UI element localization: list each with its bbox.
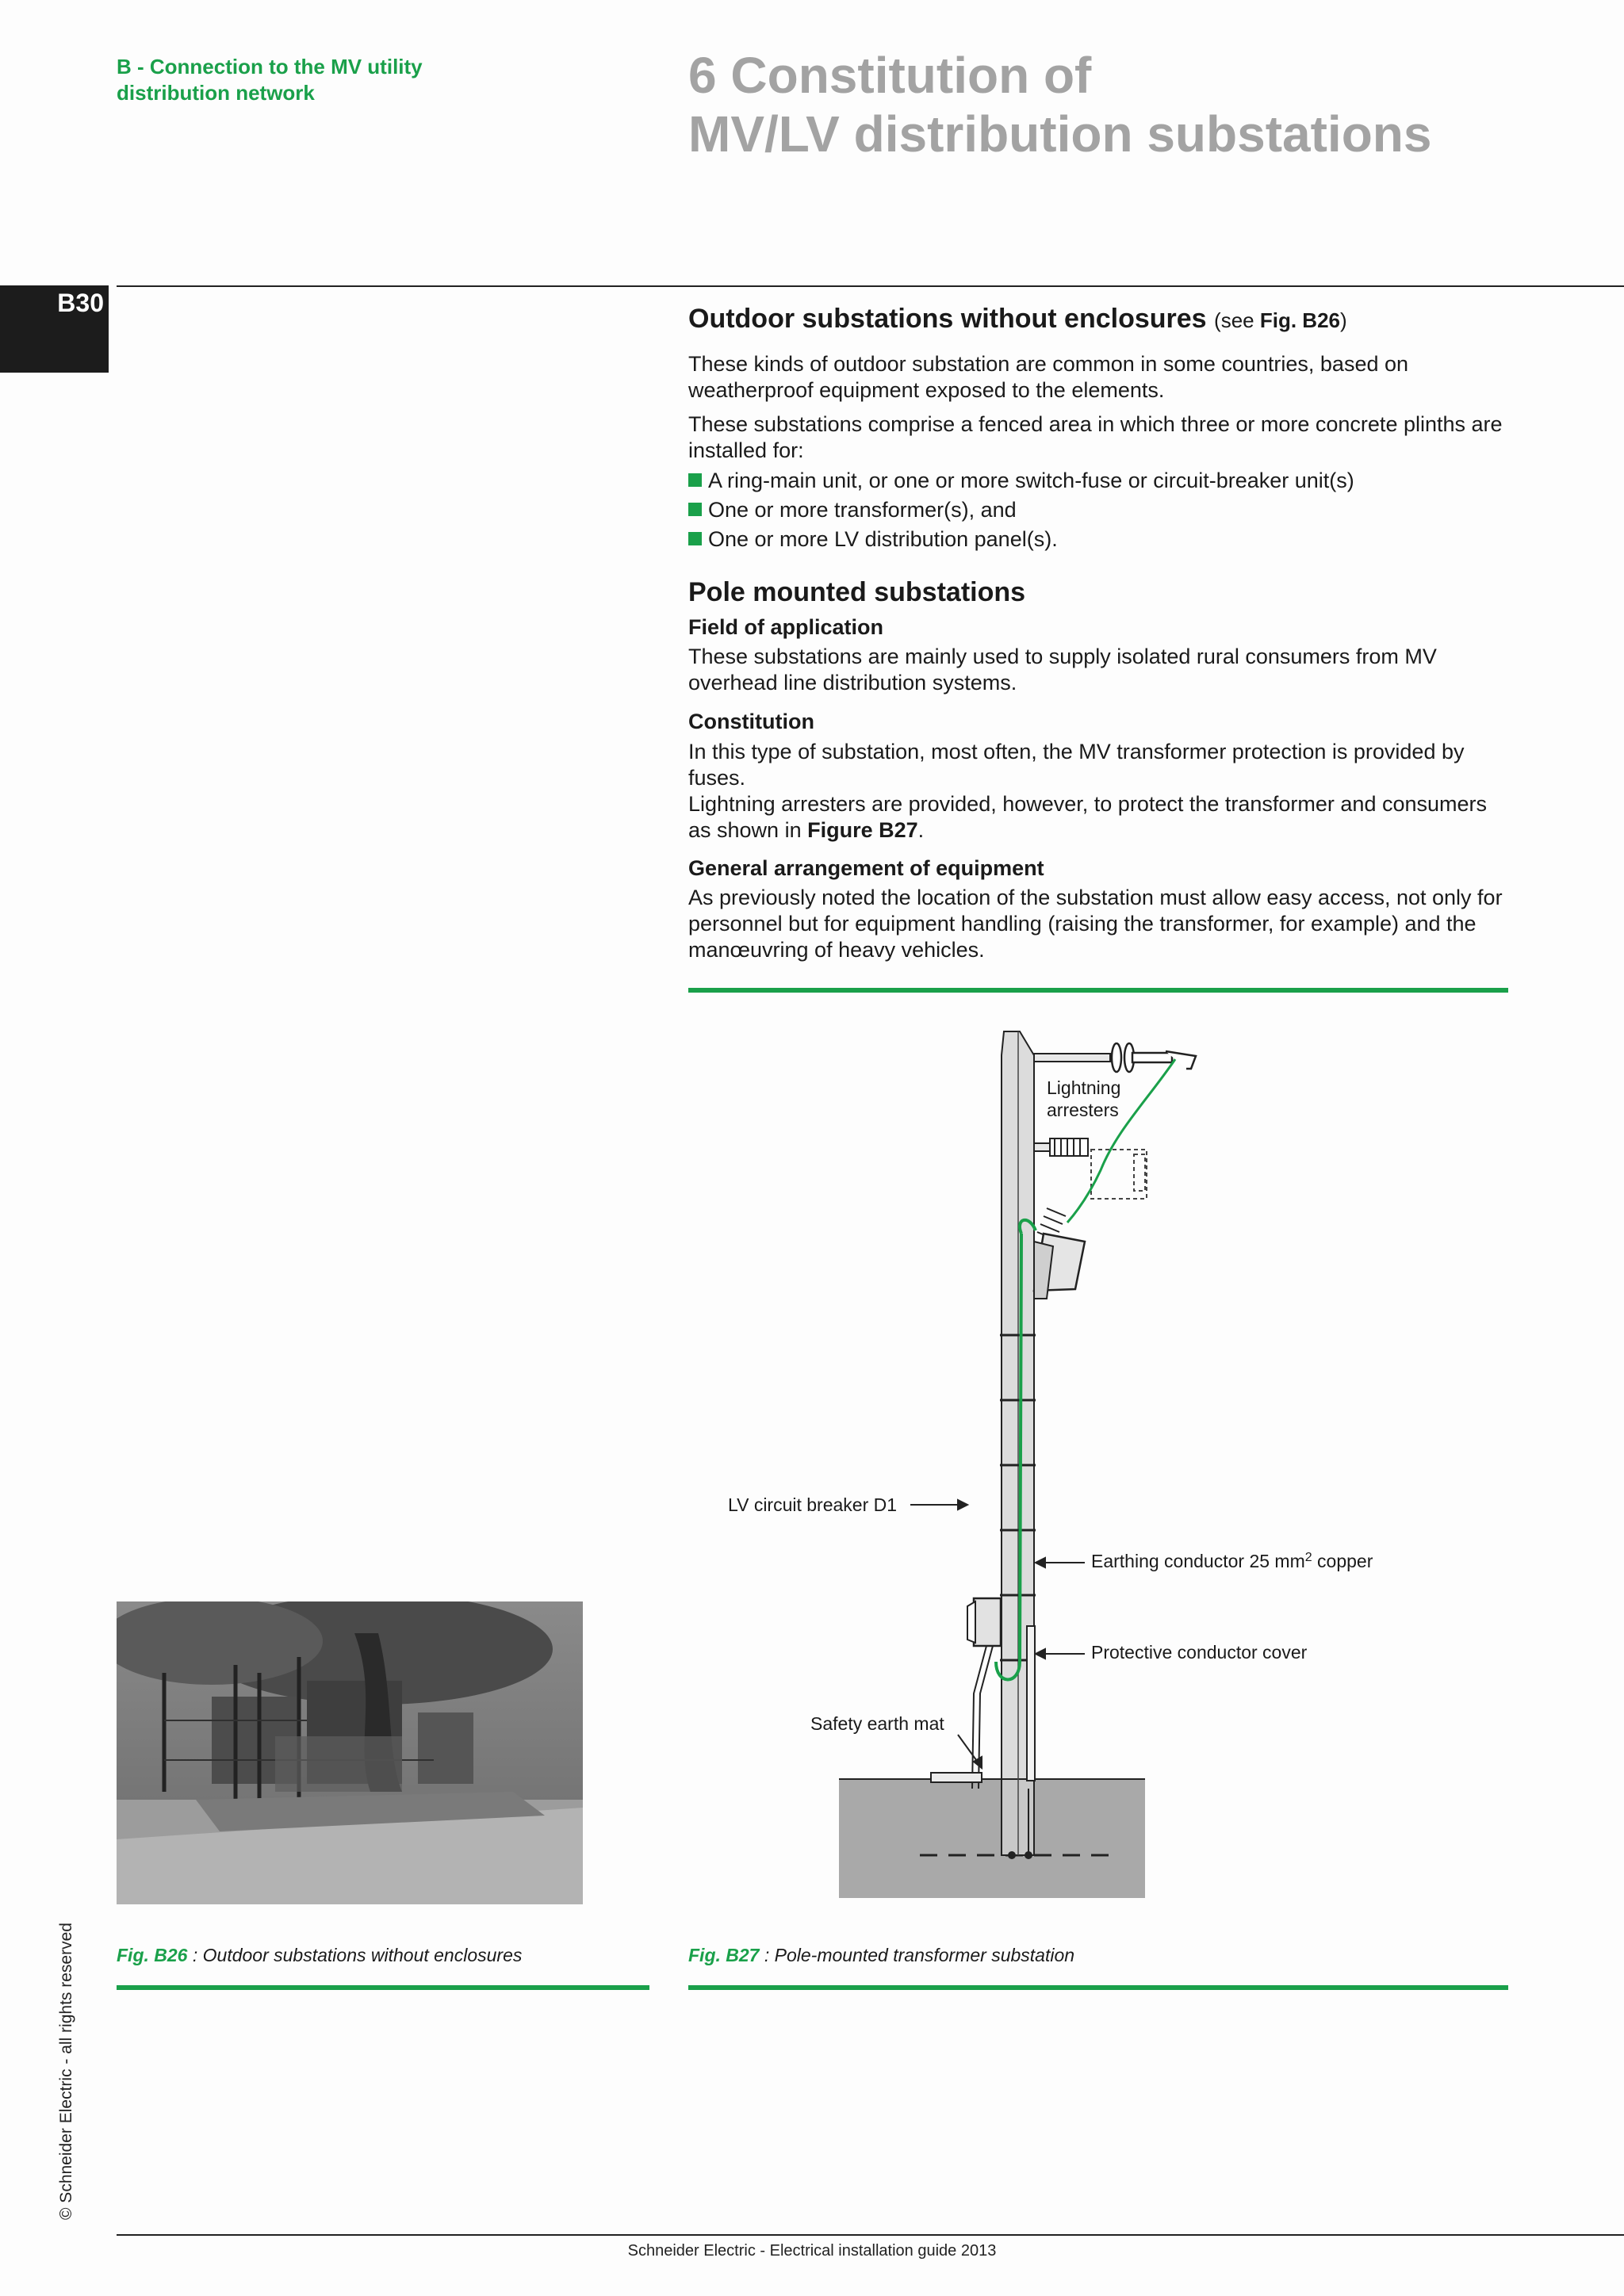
- insulator: [1112, 1043, 1196, 1072]
- footer-rule: [117, 2234, 1624, 2236]
- page-number-tab: [0, 285, 109, 373]
- field-text: These substations are mainly used to supply isolated rural consumers from MV overhead line distribution systems.: [688, 645, 1437, 695]
- label-arresters: arresters: [1047, 1100, 1119, 1120]
- copyright-notice: © Schneider Electric - all rights reserved: [57, 1923, 75, 2220]
- constitution-text1: In this type of substation, most often, the MV transformer protection is provided by fuses.: [688, 740, 1465, 790]
- outdoor-heading: [688, 303, 1513, 336]
- list-item: [688, 525, 1058, 554]
- list-item: [688, 466, 1354, 496]
- arrangement-text: As previously noted the location of the substation must allow easy access, not only for personnel but for equipment handling (raising the transformer, for example) and the manœuvring of heavy vehicles.: [688, 886, 1503, 962]
- caption-fig-b26-ref: Fig. B26: [117, 1945, 188, 1965]
- outdoor-heading-text: Outdoor substations without enclosures: [688, 304, 1207, 334]
- page-number: B30: [57, 289, 104, 317]
- crossarm: [1034, 1054, 1110, 1062]
- transformer: [1034, 1234, 1085, 1299]
- outdoor-para2: These substations comprise a fenced area in which three or more concrete plinths are installed for:: [688, 412, 1503, 462]
- bullet-square-icon: [688, 503, 702, 516]
- chapter-title-line1: 6 Constitution of: [688, 47, 1092, 104]
- protective-cover: [1027, 1626, 1035, 1781]
- pole-heading: Pole mounted substations: [688, 577, 1026, 607]
- label-earthing: [1091, 1551, 1373, 1572]
- section-title: [117, 54, 529, 106]
- safety-earth-mat: [931, 1773, 982, 1782]
- label-earthing-end: copper: [1312, 1551, 1373, 1571]
- caption-rule-b27: [688, 1985, 1508, 1990]
- caption-fig-b27-text: : Pole-mounted transformer substation: [759, 1945, 1075, 1965]
- lightning-arrester: [1050, 1138, 1088, 1156]
- bullet-square-icon: [688, 532, 702, 545]
- pole-substation-diagram: [688, 996, 1513, 1915]
- label-earthing-sup: 2: [1304, 1550, 1312, 1564]
- outdoor-substation-photo: [117, 1601, 583, 1904]
- caption-fig-b27-ref: Fig. B27: [688, 1945, 760, 1965]
- caption-fig-b26-text: : Outdoor substations without enclosures: [187, 1945, 523, 1965]
- list-item: [688, 496, 1017, 525]
- section-title-line1: B - Connection to the MV utility: [117, 55, 423, 78]
- see-suffix: ): [1340, 308, 1347, 332]
- constitution-text2: [688, 791, 1513, 844]
- outdoor-see-ref: [1214, 308, 1347, 332]
- constitution-heading: Constitution: [688, 710, 814, 733]
- bullet-square-icon: [688, 473, 702, 487]
- header-rule: [117, 285, 1624, 287]
- arrangement-heading: General arrangement of equipment: [688, 856, 1044, 880]
- outdoor-para1: These kinds of outdoor substation are common in some countries, based on weatherproof equipment exposed to the elements.: [688, 352, 1409, 402]
- chapter-title: [688, 46, 1431, 163]
- lv-breaker: [967, 1598, 1001, 1646]
- fig-b27-ref: Figure B27: [807, 818, 918, 842]
- constitution-text2-main: Lightning arresters are provided, however, to protect the transformer and consumers as shown in: [688, 792, 1488, 842]
- label-safety-mat: Safety earth mat: [810, 1713, 944, 1734]
- see-prefix: (see: [1214, 308, 1254, 332]
- caption-rule-b26: [117, 1985, 649, 1990]
- footer-guide: Schneider Electric - Electrical installation guide 2013: [627, 2242, 997, 2260]
- list-item-text: One or more LV distribution panel(s).: [708, 527, 1058, 551]
- section-title-line2: distribution network: [117, 81, 315, 105]
- fig-b26-ref: Fig. B26: [1259, 308, 1340, 332]
- label-protective: Protective conductor cover: [1091, 1642, 1308, 1663]
- label-earthing-text: Earthing conductor 25 mm: [1091, 1551, 1305, 1571]
- caption-fig-b26: [117, 1944, 522, 1966]
- list-item-text: A ring-main unit, or one or more switch-fuse or circuit-breaker unit(s): [708, 469, 1354, 492]
- figure-top-rule: [688, 988, 1508, 993]
- field-heading: Field of application: [688, 615, 884, 639]
- label-lightning: Lightning: [1047, 1077, 1121, 1098]
- chapter-title-line2: MV/LV distribution substations: [688, 105, 1432, 163]
- label-lv-breaker: LV circuit breaker D1: [728, 1494, 898, 1515]
- list-item-text: One or more transformer(s), and: [708, 498, 1017, 522]
- constitution-text2-end: .: [917, 818, 925, 842]
- caption-fig-b27: [688, 1944, 1074, 1966]
- ground-block: [839, 1779, 1145, 1898]
